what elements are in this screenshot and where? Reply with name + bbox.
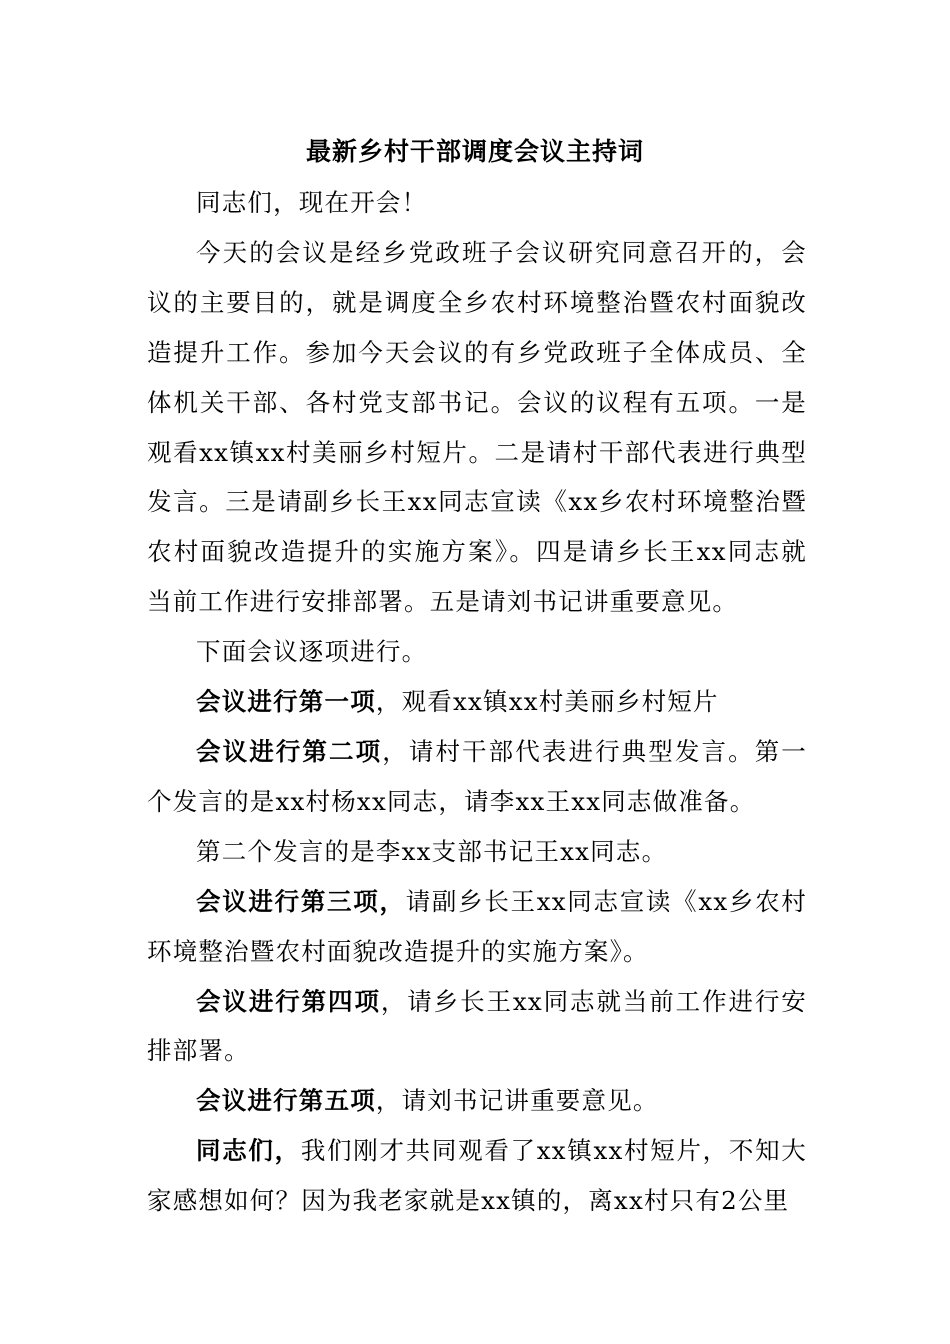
- paragraph-lead: 会议进行第一项: [196, 687, 376, 717]
- paragraph: [147, 827, 807, 877]
- paragraph: [147, 178, 807, 228]
- paragraph: [147, 627, 807, 677]
- paragraph-lead: 会议进行第二项: [196, 736, 383, 766]
- paragraph-text: 今天的会议是经乡党政班子会议研究同意召开的，会议的主要目的，就是调度全乡农村环境整治暨农村面貌改造提升工作。参加今天会议的有乡党政班子全体成员、全体机关干部、各村党支部书记。会议的议程有五项。一是观看xx镇xx村美丽乡村短片。二是请村干部代表进行典型发言。三是请副乡长王xx同志宣读《xx乡农村环境整治暨农村面貌改造提升的实施方案》。四是请乡长王xx同志就当前工作进行安排部署。五是请刘书记讲重要意见。: [147, 237, 807, 617]
- paragraph: [147, 677, 807, 727]
- paragraph-text: 下面会议逐项进行。: [196, 637, 428, 667]
- paragraph: [147, 228, 807, 627]
- paragraph: [147, 1076, 807, 1126]
- paragraph-text: ，请刘书记讲重要意见。: [375, 1086, 659, 1116]
- document-body: [147, 178, 807, 1226]
- paragraph-text: ，请村干部代表进行典型发言。第一个发言的是xx村杨xx同志，请李xx王xx同志做准备。: [147, 736, 807, 816]
- paragraph-text: ，观看xx镇xx村美丽乡村短片: [375, 687, 719, 717]
- paragraph: [147, 727, 807, 827]
- paragraph-text: ，请乡长王xx同志就当前工作进行安排部署。: [147, 986, 807, 1066]
- paragraph-lead: 会议进行第四项: [196, 986, 381, 1016]
- paragraph: [147, 977, 807, 1077]
- paragraph-lead: 同志们，: [196, 1136, 301, 1166]
- paragraph-text: 请副乡长王xx同志宣读《xx乡农村环境整治暨农村面貌改造提升的实施方案》。: [147, 886, 807, 966]
- document-title: 最新乡村干部调度会议主持词: [305, 137, 644, 166]
- paragraph-lead: 会议进行第五项: [196, 1086, 376, 1116]
- paragraph-text: 第二个发言的是李xx支部书记王xx同志。: [196, 836, 668, 866]
- paragraph: [147, 1126, 807, 1226]
- paragraph-lead: 会议进行第三项，: [196, 886, 406, 916]
- paragraph-text: 同志们，现在开会！: [196, 188, 428, 217]
- paragraph-text: 我们刚才共同观看了xx镇xx村短片，不知大家感想如何？因为我老家就是xx镇的，离xx村只有2公里: [147, 1136, 807, 1216]
- paragraph: [147, 877, 807, 977]
